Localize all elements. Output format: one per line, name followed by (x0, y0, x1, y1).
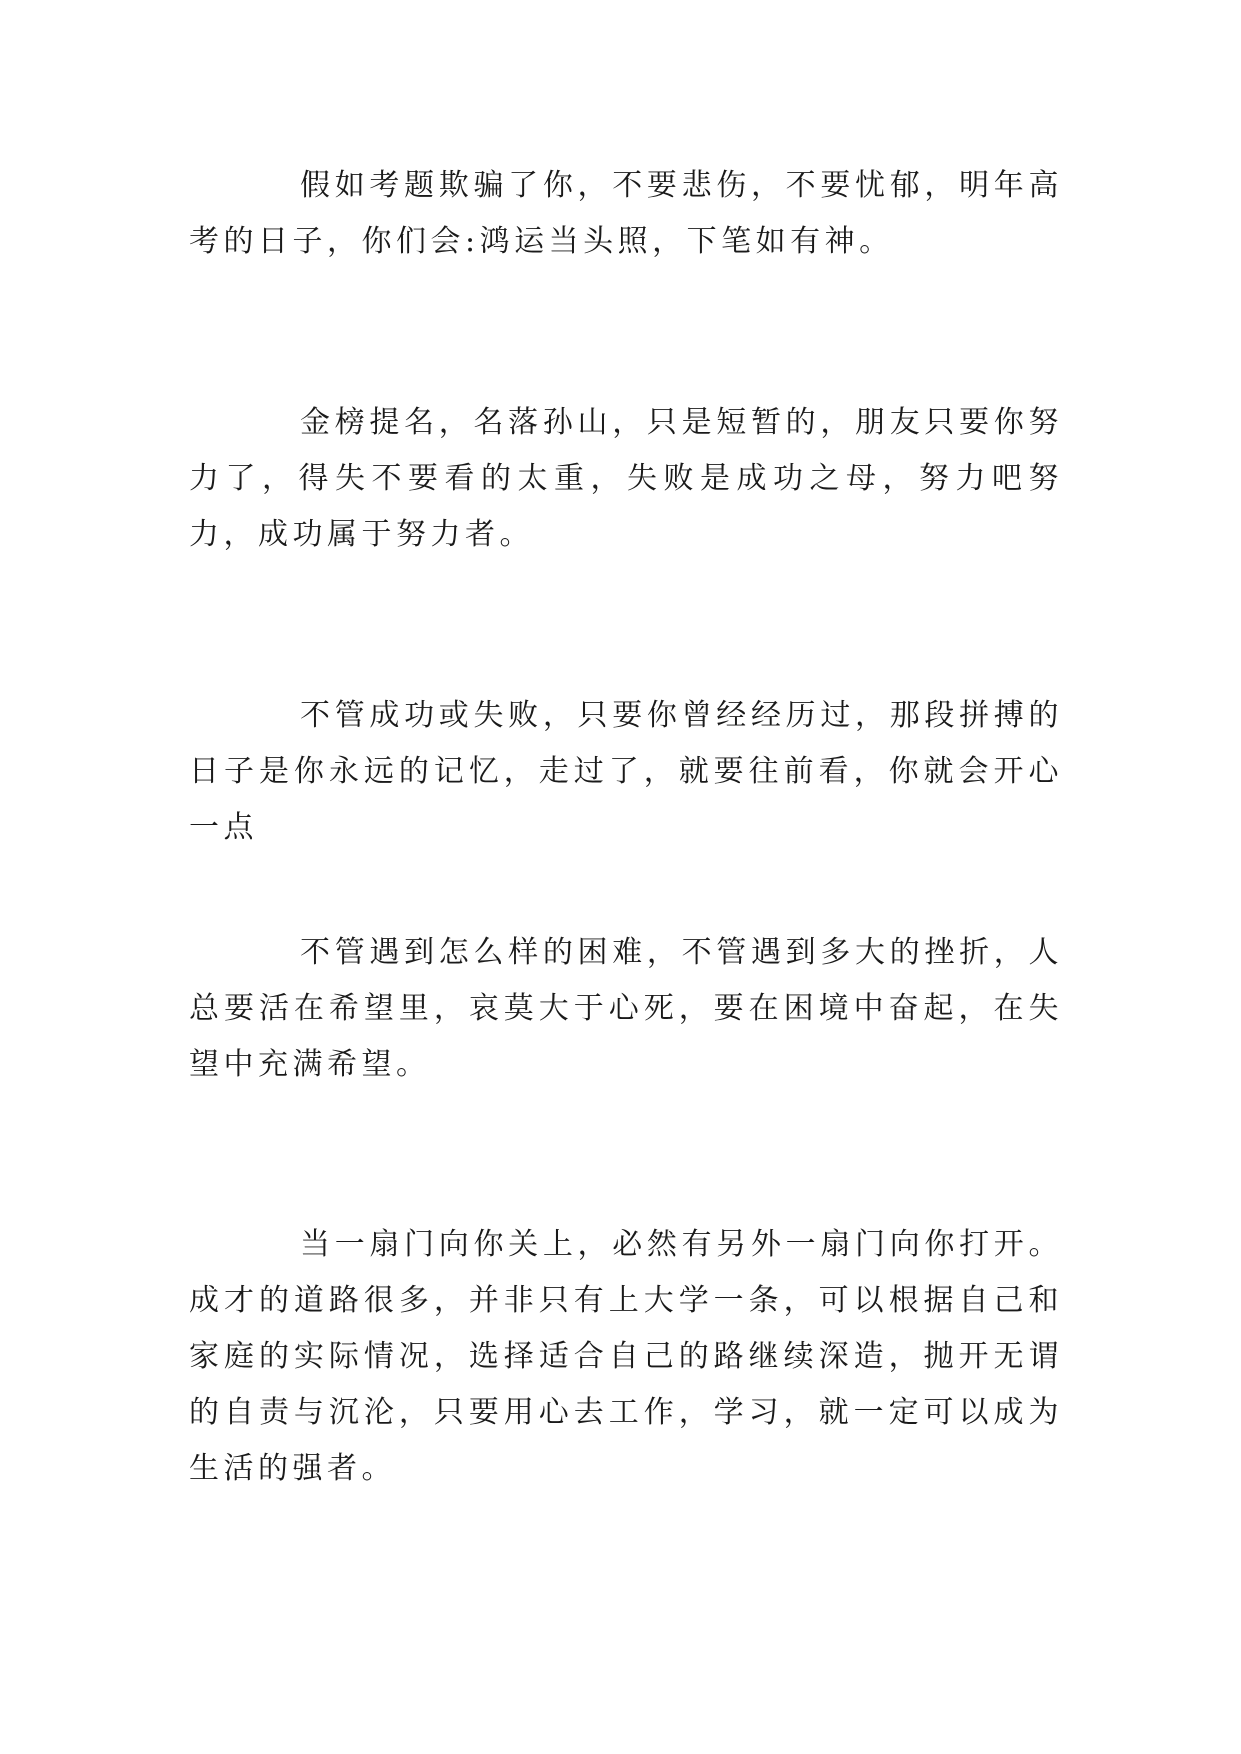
paragraph: 不管成功或失败，只要你曾经经历过，那段拼搏的日子是你永远的记忆，走过了，就要往前看，你就会开心一点 (189, 698, 1063, 845)
paragraph: 假如考题欺骗了你，不要悲伤，不要忧郁，明年高考的日子，你们会:鸿运当头照，下笔如有神。 (189, 168, 1063, 259)
paragraph: 金榜提名，名落孙山，只是短暂的，朋友只要你努力了，得失不要看的太重，失败是成功之母，努力吧努力，成功属于努力者。 (189, 405, 1063, 552)
paragraph: 当一扇门向你关上，必然有另外一扇门向你打开。成才的道路很多，并非只有上大学一条，可以根据自己和家庭的实际情况，选择适合自己的路继续深造，抛开无谓的自责与沉沦，只要用心去工作，学习，就一定可以成为生活的强者。 (189, 1227, 1063, 1486)
paragraph: 不管遇到怎么样的困难，不管遇到多大的挫折，人总要活在希望里，哀莫大于心死，要在困境中奋起，在失望中充满希望。 (189, 935, 1063, 1082)
